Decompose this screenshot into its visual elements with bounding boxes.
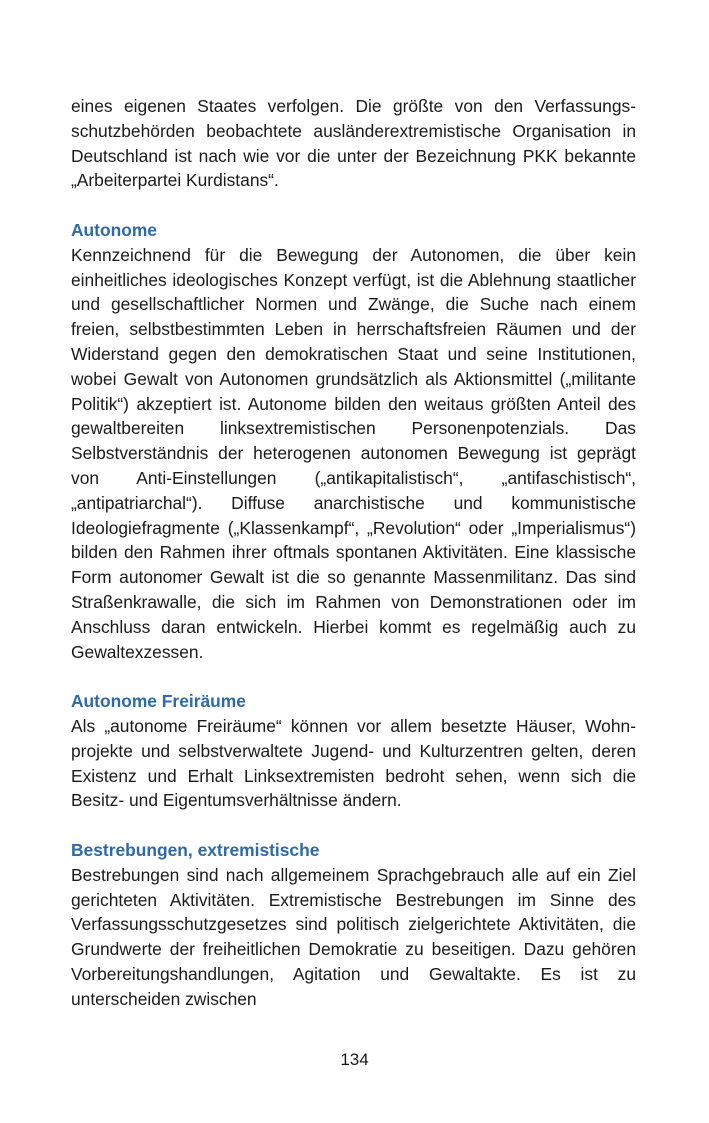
section-bestrebungen [71,838,636,1012]
section-autonome [71,218,636,664]
section-paragraph: Als „autonome Freiräume“ können vor allem besetzte Häuser, Wohnprojekte und selbstverwaltete Jugend- und Kulturzentren gelten, deren Existenz und Erhalt Linksextremisten bedroht sehen, wenn sich die Besitz- und Eigentumsverhältnisse ändern. [71,715,636,811]
section-autonome-freiraeume [71,689,636,813]
section-heading: Bestrebungen, extremistische [71,839,320,860]
section-heading: Autonome Freiräume [71,691,246,712]
section-paragraph: Bestrebungen sind nach allgemeinem Sprachgebrauch alle auf ein Ziel gerichteten Aktivitäten. Extremistische Bestrebungen im Sinne des Verfassungsschutzgesetzes sind politisch zielgerichtete Aktivitäten, die Grundwerte der freiheitlichen Demokratie zu beseitigen. Dazu gehören Vorbereitungshandlungen, Agitation und Gewaltakte. Es ist zu unterscheiden zwischen [71,864,636,1009]
section-paragraph: Kennzeichnend für die Bewegung der Autonomen, die über kein einheitliches ideologisches Konzept verfügt, ist die Ablehnung staatlicher und gesellschaftlicher Normen und Zwänge, die Suche nach einem freien, selbstbestimmten Leben in herrschaftsfreien Räumen und der Widerstand gegen den demokratischen Staat und seine Institutionen, wobei Gewalt von Autonomen grundsätzlich als Aktionsmittel („militante Politik“) akzeptiert ist. Autonome bilden den weitaus größten Anteil des gewaltbereiten linksextremistischen Personenpotenzials. Das Selbstverständnis der heterogenen autonomen Bewegung ist geprägt von Anti-Einstellungen („antikapitalistisch“, „antifaschistisch“, „antipatriarchal“). Diffuse anarchistische und kommunistische Ideologiefragmente („Klassenkampf“, „Revolution“ oder „Imperialismus“) bilden den Rahmen ihrer oftmals spontanen Aktivitäten. Eine klassische Form autonomer Gewalt ist die so genannte Massenmilitanz. Das sind Straßenkrawalle, die sich im Rahmen von Demonstrationen oder im Anschluss daran entwickeln. Hierbei kommt es regelmäßig auch zu Gewaltexzessen. [71,244,636,662]
document-page [71,94,636,1011]
intro-paragraph: eines eigenen Staates verfolgen. Die größte von den Verfassungsschutzbehörden beobachtete ausländerextremistische Organisation in Deutschland ist nach wie vor die unter der Bezeichnung PKK bekannte „Arbeiterpartei Kurdistans“. [71,96,636,191]
page-number: 134 [340,1050,369,1069]
section-heading: Autonome [71,219,157,240]
